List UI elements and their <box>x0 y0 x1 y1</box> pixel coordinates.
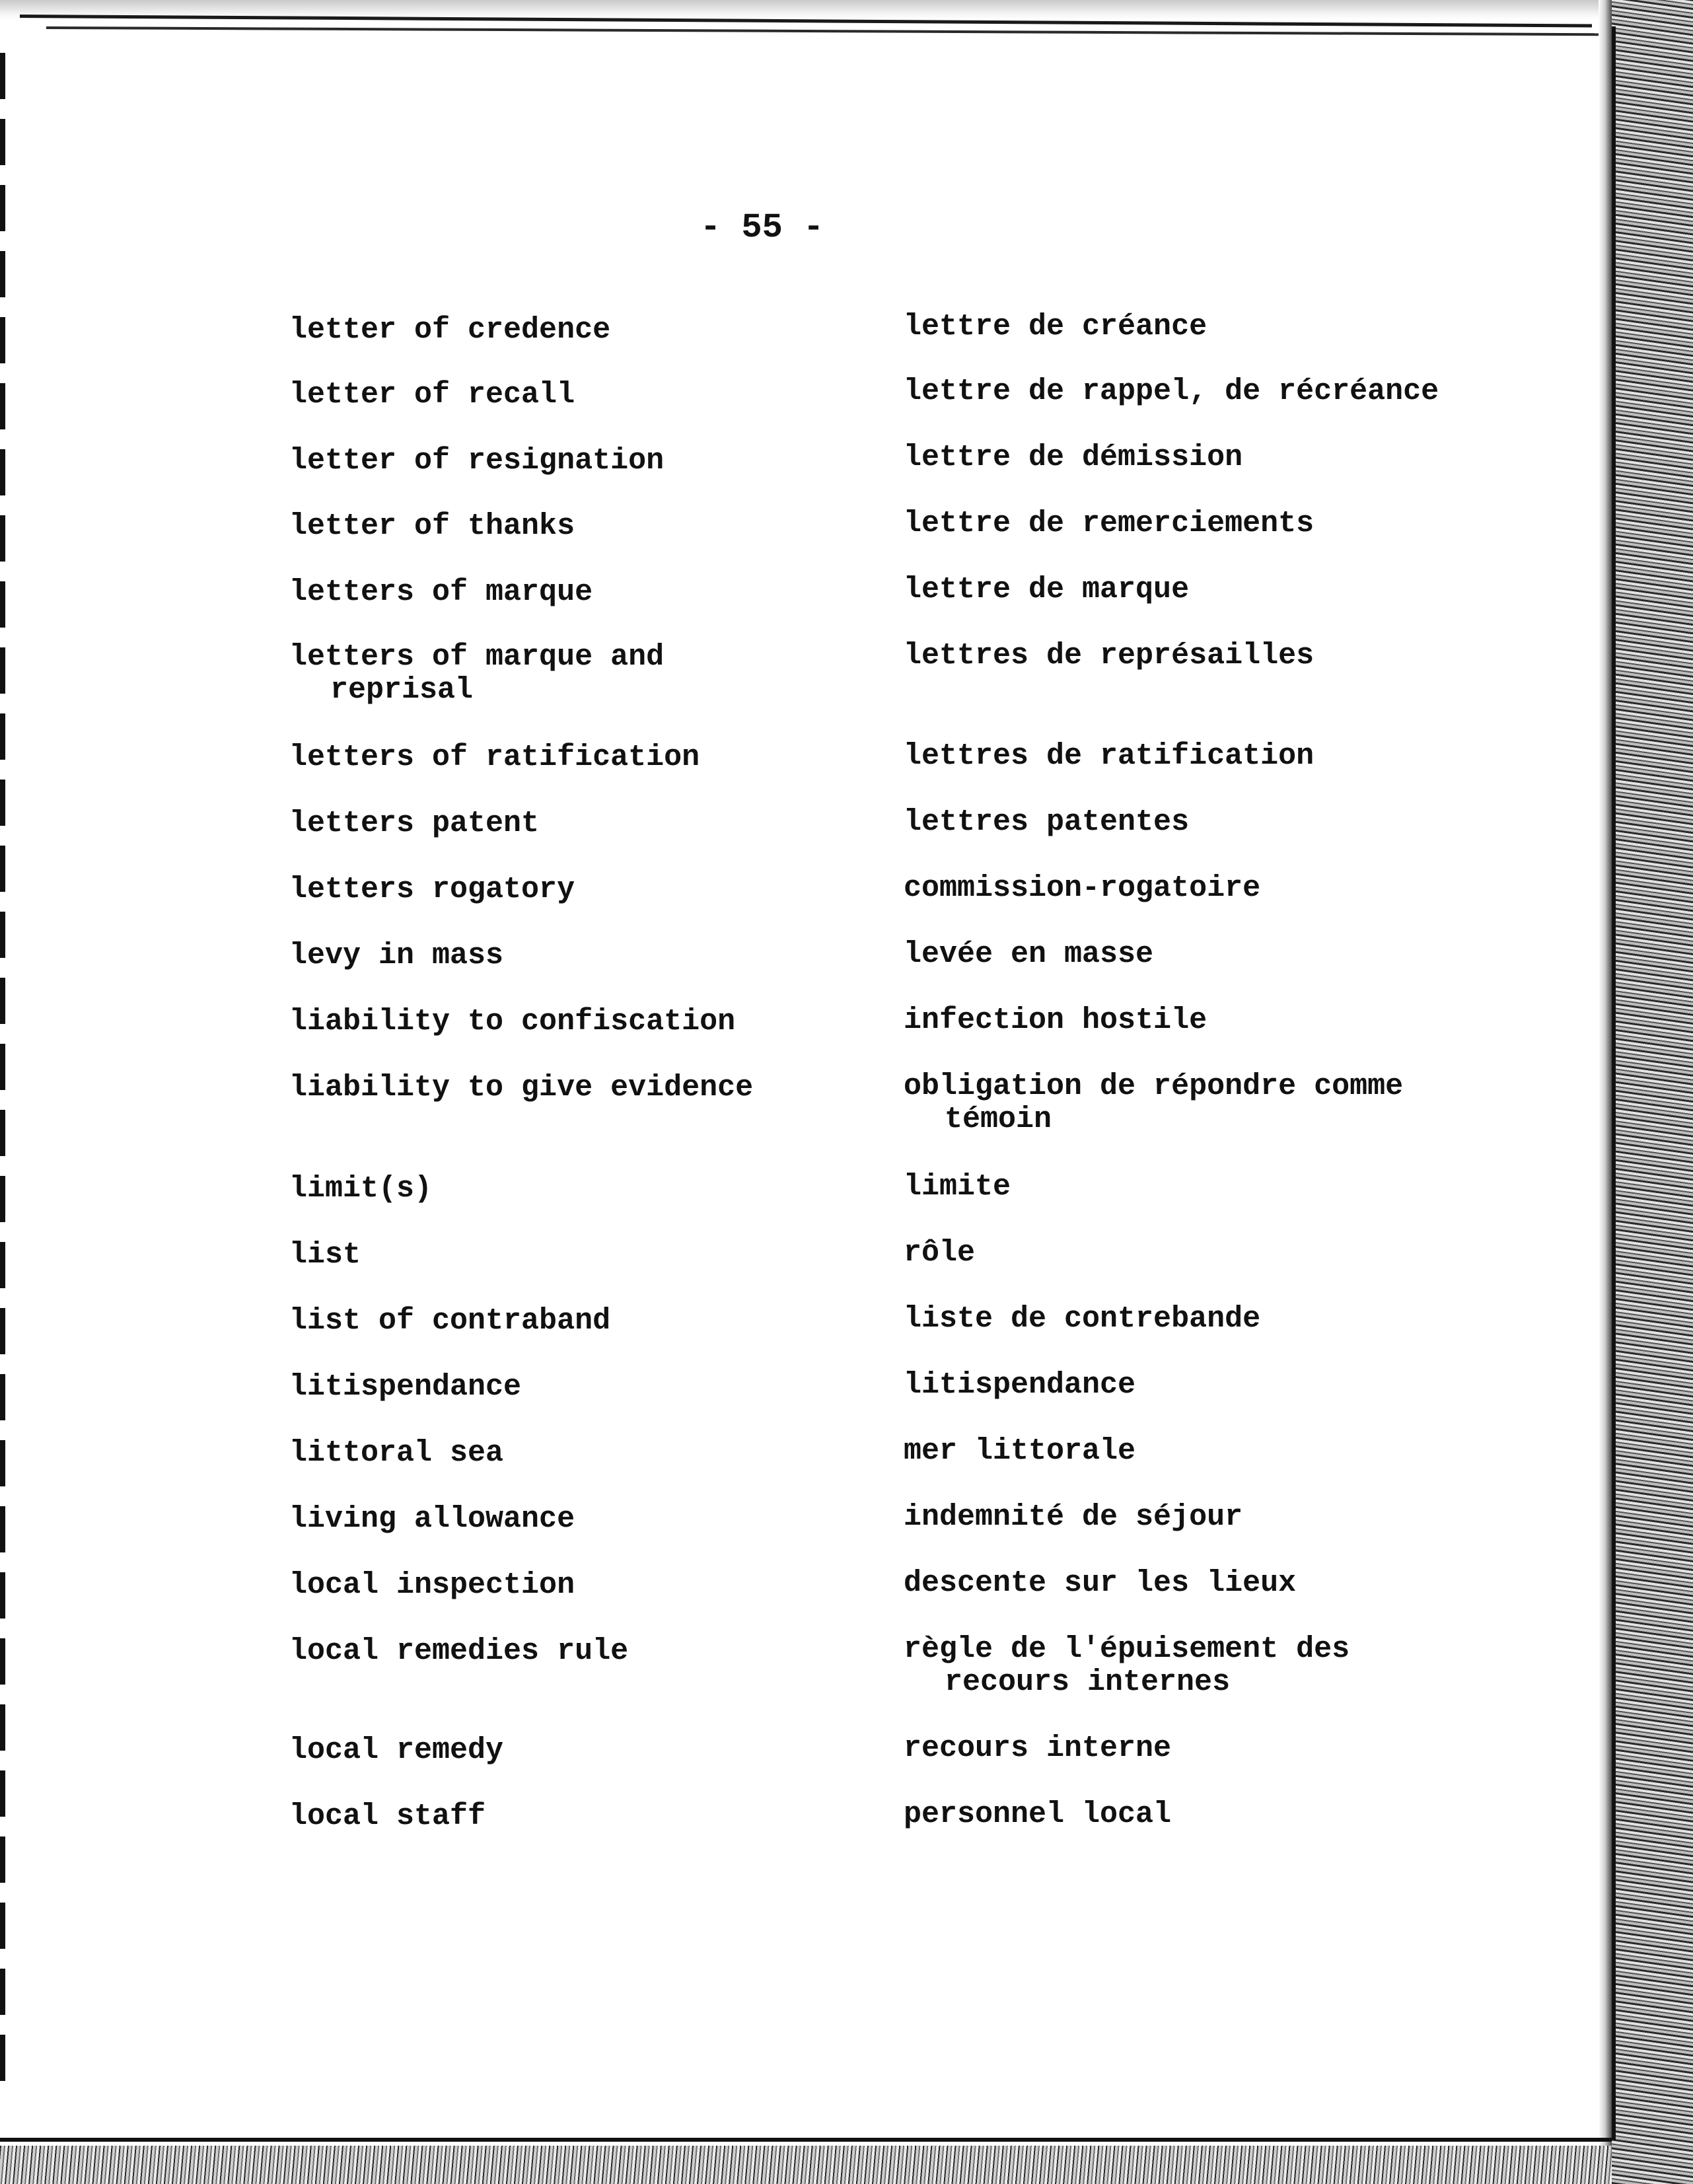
term-en: local remedy <box>289 1733 504 1767</box>
term-en: letter of thanks <box>289 509 575 543</box>
term-fr <box>904 1070 1403 1136</box>
term-en: local staff <box>289 1800 486 1833</box>
term-fr: mer littorale <box>904 1434 1136 1468</box>
term-en: letter of recall <box>289 378 575 412</box>
term-fr: limite <box>904 1170 1011 1204</box>
scan-top-line <box>46 26 1605 36</box>
term-en-line: letters of marque and <box>289 640 665 674</box>
term-en: letter of credence <box>289 313 611 347</box>
scan-left-edge <box>0 53 5 2101</box>
term-fr: lettres patentes <box>904 805 1190 839</box>
page-number: - 55 - <box>700 208 824 247</box>
term-fr: lettre de créance <box>904 310 1207 344</box>
term-fr-line: règle de l'épuisement des <box>904 1632 1350 1666</box>
term-en: local remedies rule <box>289 1634 629 1668</box>
term-en: levy in mass <box>289 939 504 972</box>
term-en: list of contraband <box>289 1304 611 1338</box>
term-en: letters of marque <box>289 575 593 609</box>
term-fr: lettre de marque <box>904 573 1190 606</box>
term-fr-continuation: témoin <box>945 1103 1052 1136</box>
scan-bottom-edge <box>0 2146 1612 2184</box>
term-en: liability to give evidence <box>289 1071 754 1105</box>
term-fr: descente sur les lieux <box>904 1566 1297 1600</box>
term-en <box>289 641 664 707</box>
term-fr: personnel local <box>904 1798 1172 1831</box>
term-en: local inspection <box>289 1568 575 1602</box>
term-fr-continuation: recours internes <box>945 1665 1231 1699</box>
term-en: list <box>289 1238 361 1272</box>
term-fr: commission-rogatoire <box>904 871 1261 905</box>
term-fr <box>904 1633 1350 1699</box>
term-fr-line: obligation de répondre comme <box>904 1070 1404 1103</box>
term-fr: lettres de représailles <box>904 639 1315 673</box>
term-fr: rôle <box>904 1236 976 1270</box>
term-en: letter of resignation <box>289 444 665 478</box>
scan-binding-edge <box>1612 0 1693 2184</box>
term-en: letters of ratification <box>289 741 700 774</box>
page-right-border <box>1612 26 1616 2140</box>
term-en: letters patent <box>289 807 540 840</box>
page-bottom-border <box>0 2138 1612 2142</box>
term-fr: lettre de rappel, de récréance <box>904 375 1439 408</box>
term-fr: recours interne <box>904 1731 1172 1765</box>
term-en: liability to confiscation <box>289 1005 736 1038</box>
term-fr: levée en masse <box>904 937 1154 971</box>
term-en: limit(s) <box>289 1172 433 1206</box>
term-fr: lettres de ratification <box>904 739 1315 773</box>
term-fr: litispendance <box>904 1368 1136 1402</box>
term-fr: indemnité de séjour <box>904 1500 1243 1534</box>
term-en: letters rogatory <box>289 873 575 906</box>
term-en: living allowance <box>289 1502 575 1536</box>
term-en: littoral sea <box>289 1436 504 1470</box>
term-fr: liste de contrebande <box>904 1302 1261 1336</box>
term-en-continuation: reprisal <box>330 673 474 707</box>
term-fr: lettre de remerciements <box>904 507 1315 540</box>
term-en: litispendance <box>289 1370 522 1404</box>
term-fr: lettre de démission <box>904 441 1243 474</box>
term-fr: infection hostile <box>904 1003 1207 1037</box>
